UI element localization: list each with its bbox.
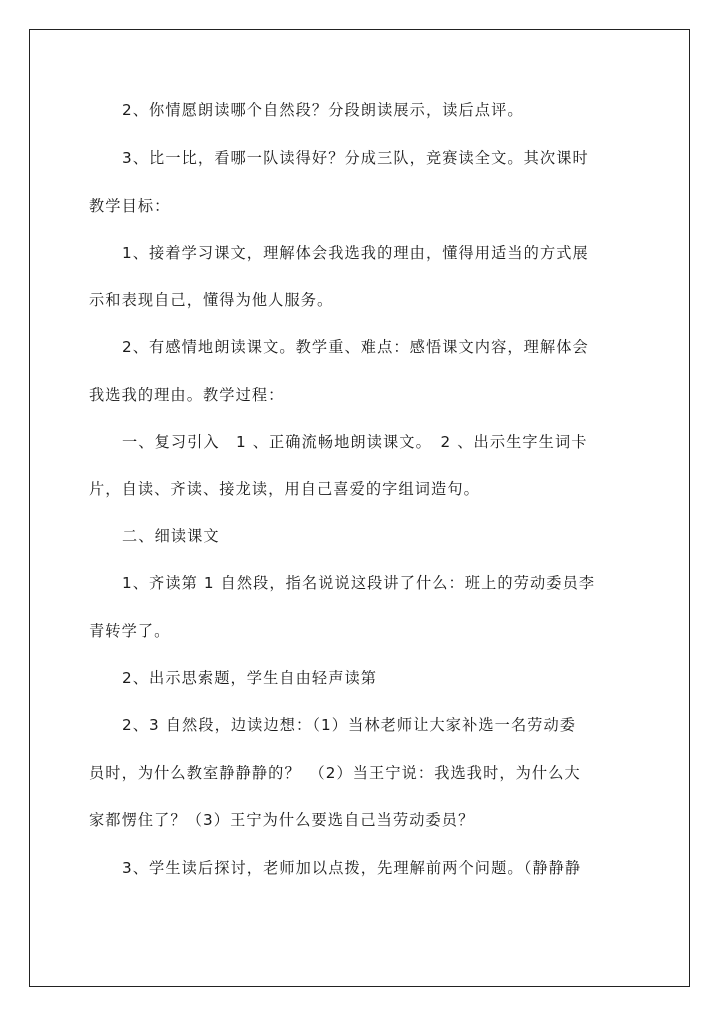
text-line: 示和表现自己，懂得为他人服务。 — [89, 291, 334, 309]
text-line: 1、接着学习课文，理解体会我选我的理由，懂得用适当的方式展 — [122, 244, 589, 262]
text-line: 2、出示思索题，学生自由轻声读第 — [122, 669, 378, 687]
text-line: 我选我的理由。教学过程： — [89, 386, 285, 404]
text-line: 青转学了。 — [89, 622, 171, 640]
text-line: 员时，为什么教室静静静的？ （2）当王宁说：我选我时，为什么大 — [89, 764, 581, 782]
text-line: 1、齐读第 1 自然段，指名说说这段讲了什么：班上的劳动委员李 — [122, 574, 596, 592]
text-line: 一、复习引入 1 、正确流畅地朗读课文。 2 、出示生字生词卡 — [122, 433, 588, 451]
page-border — [29, 29, 690, 987]
text-line: 片，自读、齐读、接龙读，用自己喜爱的字组词造句。 — [89, 480, 480, 498]
text-line: 教学目标： — [89, 197, 171, 215]
text-line: 3、比一比，看哪一队读得好？分成三队，竞赛读全文。其次课时 — [122, 149, 589, 167]
text-line: 3、学生读后探讨，老师加以点拨，先理解前两个问题。（静静静 — [122, 859, 582, 877]
text-line: 2、3 自然段，边读边想：（1）当林老师让大家补选一名劳动委 — [122, 716, 577, 734]
text-line: 2、有感情地朗读课文。教学重、难点：感悟课文内容，理解体会 — [122, 338, 589, 356]
text-line: 家都愣住了？（3）王宁为什么要选自己当劳动委员？ — [89, 811, 475, 829]
text-line: 二、细读课文 — [122, 527, 220, 545]
text-line: 2、你情愿朗读哪个自然段？分段朗读展示，读后点评。 — [122, 101, 524, 119]
